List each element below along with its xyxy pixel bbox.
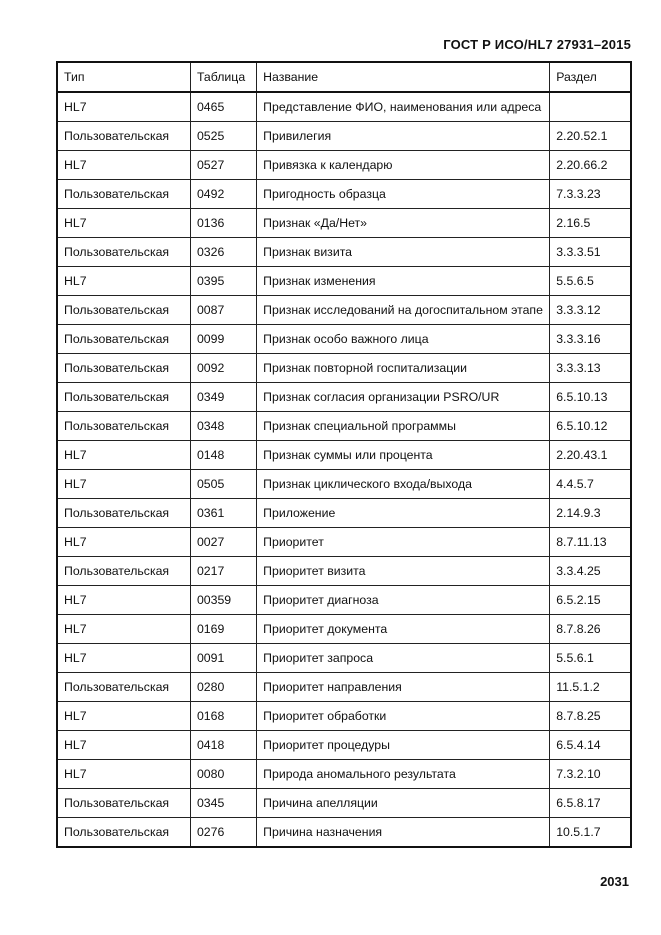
cell-type: Пользовательская: [57, 412, 190, 441]
cell-table-code: 0505: [190, 470, 256, 499]
table-row: [57, 122, 631, 151]
cell-name: Приоритет: [257, 528, 550, 557]
cell-table-code: 0345: [190, 789, 256, 818]
cell-table-code: 0080: [190, 760, 256, 789]
column-header-name: Название: [257, 62, 550, 92]
table-row: [57, 528, 631, 557]
table-row: [57, 731, 631, 760]
cell-name: Приоритет обработки: [257, 702, 550, 731]
cell-table-code: 0395: [190, 267, 256, 296]
cell-name: Представление ФИО, наименования или адреса: [257, 92, 550, 122]
table-row: [57, 470, 631, 499]
table-header-row: [57, 62, 631, 92]
table-row: [57, 441, 631, 470]
table-row: [57, 557, 631, 586]
cell-name: Приоритет направления: [257, 673, 550, 702]
cell-table-code: 0525: [190, 122, 256, 151]
table-row: [57, 354, 631, 383]
table-row: [57, 586, 631, 615]
cell-type: Пользовательская: [57, 673, 190, 702]
cell-table-code: 0280: [190, 673, 256, 702]
cell-table-code: 0492: [190, 180, 256, 209]
table-row: [57, 644, 631, 673]
cell-section: 8.7.8.26: [550, 615, 631, 644]
table-row: [57, 151, 631, 180]
cell-table-code: 0092: [190, 354, 256, 383]
cell-table-code: 0148: [190, 441, 256, 470]
cell-name: Признак циклического входа/выхода: [257, 470, 550, 499]
cell-table-code: 0168: [190, 702, 256, 731]
cell-type: HL7: [57, 731, 190, 760]
cell-table-code: 0418: [190, 731, 256, 760]
table-row: [57, 180, 631, 209]
cell-table-code: 0027: [190, 528, 256, 557]
cell-name: Привилегия: [257, 122, 550, 151]
cell-name: Признак изменения: [257, 267, 550, 296]
cell-name: Приложение: [257, 499, 550, 528]
cell-type: Пользовательская: [57, 325, 190, 354]
cell-section: 3.3.3.51: [550, 238, 631, 267]
cell-type: Пользовательская: [57, 354, 190, 383]
cell-type: HL7: [57, 92, 190, 122]
cell-name: Приоритет запроса: [257, 644, 550, 673]
cell-type: HL7: [57, 470, 190, 499]
cell-table-code: 0465: [190, 92, 256, 122]
table-row: [57, 209, 631, 238]
cell-type: HL7: [57, 528, 190, 557]
cell-section: 6.5.10.13: [550, 383, 631, 412]
table-row: [57, 267, 631, 296]
cell-section: 2.20.43.1: [550, 441, 631, 470]
cell-section: 2.20.52.1: [550, 122, 631, 151]
cell-name: Признак исследований на догоспитальном этапе: [257, 296, 550, 325]
document-standard-header: ГОСТ Р ИСО/HL7 27931–2015: [443, 37, 631, 52]
cell-section: 6.5.10.12: [550, 412, 631, 441]
cell-type: Пользовательская: [57, 818, 190, 848]
table-row: [57, 615, 631, 644]
cell-type: Пользовательская: [57, 383, 190, 412]
cell-section: 8.7.11.13: [550, 528, 631, 557]
cell-name: Причина назначения: [257, 818, 550, 848]
cell-table-code: 0087: [190, 296, 256, 325]
cell-section: 2.14.9.3: [550, 499, 631, 528]
cell-name: Причина апелляции: [257, 789, 550, 818]
table-row: [57, 412, 631, 441]
table-row: [57, 383, 631, 412]
table-row: [57, 673, 631, 702]
table-row: [57, 789, 631, 818]
cell-name: Признак визита: [257, 238, 550, 267]
table-body: [57, 92, 631, 847]
column-header-table: Таблица: [190, 62, 256, 92]
cell-section: 10.5.1.7: [550, 818, 631, 848]
cell-table-code: 0349: [190, 383, 256, 412]
cell-type: HL7: [57, 644, 190, 673]
cell-section: 2.20.66.2: [550, 151, 631, 180]
cell-table-code: 0169: [190, 615, 256, 644]
table-row: [57, 325, 631, 354]
cell-section: 4.4.5.7: [550, 470, 631, 499]
cell-section: 7.3.2.10: [550, 760, 631, 789]
cell-type: Пользовательская: [57, 296, 190, 325]
cell-table-code: 0527: [190, 151, 256, 180]
cell-table-code: 0099: [190, 325, 256, 354]
cell-table-code: 0091: [190, 644, 256, 673]
cell-section: 11.5.1.2: [550, 673, 631, 702]
cell-table-code: 0136: [190, 209, 256, 238]
cell-name: Признак особо важного лица: [257, 325, 550, 354]
cell-type: HL7: [57, 441, 190, 470]
cell-type: HL7: [57, 702, 190, 731]
cell-name: Приоритет визита: [257, 557, 550, 586]
cell-type: HL7: [57, 586, 190, 615]
table-row: [57, 296, 631, 325]
table-row: [57, 238, 631, 267]
table-row: [57, 92, 631, 122]
table-row: [57, 702, 631, 731]
cell-type: HL7: [57, 267, 190, 296]
cell-type: HL7: [57, 615, 190, 644]
table-row: [57, 499, 631, 528]
cell-table-code: 0326: [190, 238, 256, 267]
cell-type: Пользовательская: [57, 122, 190, 151]
cell-table-code: 0348: [190, 412, 256, 441]
cell-section: [550, 92, 631, 122]
cell-table-code: 0276: [190, 818, 256, 848]
cell-name: Приоритет процедуры: [257, 731, 550, 760]
cell-section: 7.3.3.23: [550, 180, 631, 209]
cell-name: Приоритет документа: [257, 615, 550, 644]
cell-name: Признак суммы или процента: [257, 441, 550, 470]
cell-section: 3.3.3.12: [550, 296, 631, 325]
table-header: [57, 62, 631, 92]
cell-name: Природа аномального результата: [257, 760, 550, 789]
cell-type: Пользовательская: [57, 499, 190, 528]
page-number: 2031: [600, 874, 629, 889]
cell-name: Привязка к календарю: [257, 151, 550, 180]
table-row: [57, 760, 631, 789]
cell-section: 3.3.3.13: [550, 354, 631, 383]
cell-section: 3.3.4.25: [550, 557, 631, 586]
cell-type: HL7: [57, 209, 190, 238]
column-header-type: Тип: [57, 62, 190, 92]
cell-type: Пользовательская: [57, 238, 190, 267]
cell-section: 6.5.4.14: [550, 731, 631, 760]
cell-name: Приоритет диагноза: [257, 586, 550, 615]
cell-table-code: 0217: [190, 557, 256, 586]
cell-section: 6.5.8.17: [550, 789, 631, 818]
cell-section: 8.7.8.25: [550, 702, 631, 731]
cell-name: Признак «Да/Нет»: [257, 209, 550, 238]
cell-type: HL7: [57, 760, 190, 789]
column-header-section: Раздел: [550, 62, 631, 92]
cell-name: Пригодность образца: [257, 180, 550, 209]
cell-section: 6.5.2.15: [550, 586, 631, 615]
cell-type: HL7: [57, 151, 190, 180]
cell-section: 2.16.5: [550, 209, 631, 238]
cell-section: 5.5.6.5: [550, 267, 631, 296]
cell-table-code: 0361: [190, 499, 256, 528]
cell-name: Признак повторной госпитализации: [257, 354, 550, 383]
cell-table-code: 00359: [190, 586, 256, 615]
table-row: [57, 818, 631, 848]
reference-table: [56, 61, 632, 848]
cell-type: Пользовательская: [57, 180, 190, 209]
cell-type: Пользовательская: [57, 557, 190, 586]
cell-type: Пользовательская: [57, 789, 190, 818]
cell-name: Признак согласия организации PSRO/UR: [257, 383, 550, 412]
cell-section: 3.3.3.16: [550, 325, 631, 354]
cell-name: Признак специальной программы: [257, 412, 550, 441]
cell-section: 5.5.6.1: [550, 644, 631, 673]
